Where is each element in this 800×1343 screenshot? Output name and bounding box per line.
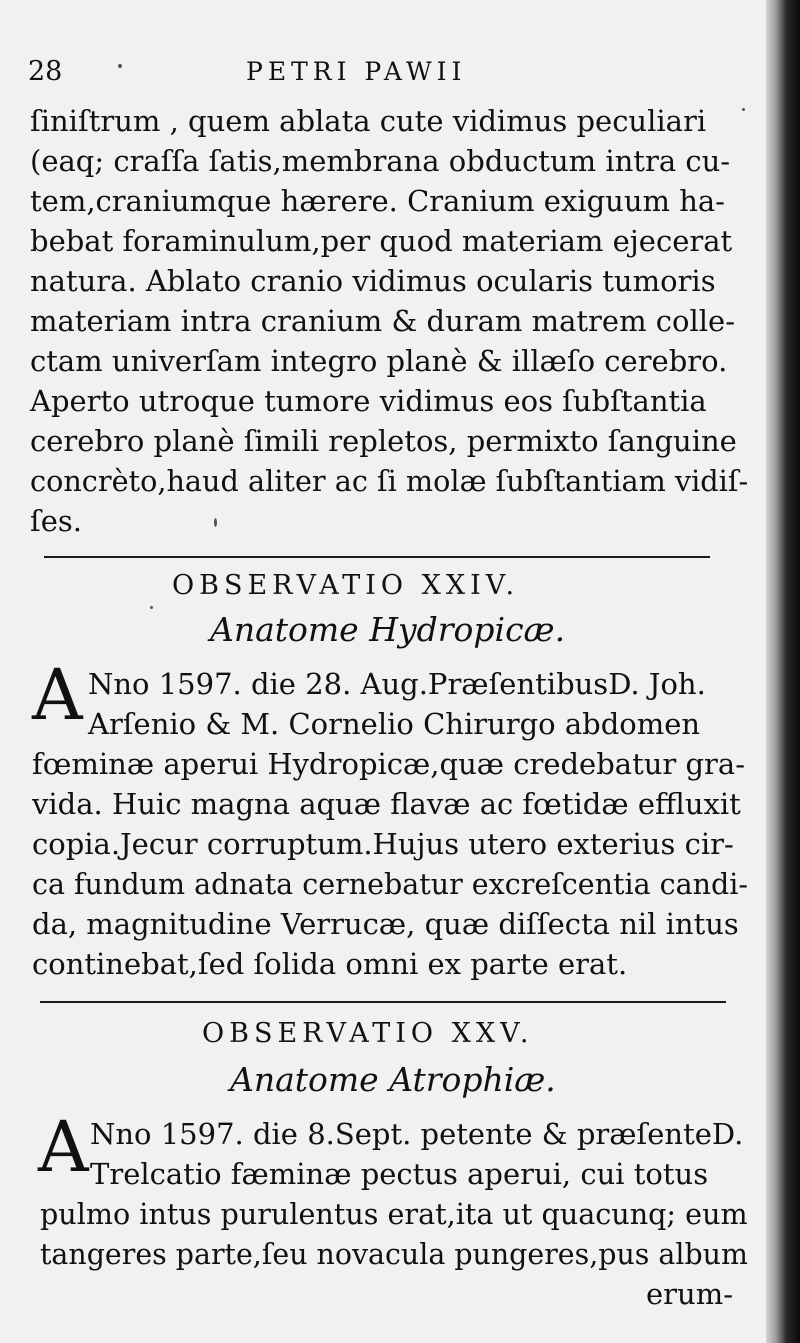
text-line: natura. Ablato cranio vidimus ocularis tumoris [30,264,716,298]
text-line: Nno 1597. die 28. Aug.PræſentibusD. Joh. [88,667,706,701]
page-gutter-shadow [766,0,800,1343]
running-title: PETRI PAWII [246,57,467,86]
running-head [28,52,748,92]
page-number: 28 [28,56,63,87]
ink-speck [214,518,217,527]
text-line: materiam intra cranium & duram matrem colle- [30,304,736,338]
text-line: Aperto utroque tumore vidimus eos ſubſtantia [30,384,707,418]
observation-25-heading: OBSERVATIO XXV. [202,1018,534,1049]
ink-speck [150,606,153,609]
text-line: bebat foraminulum,per quod materiam ejecerat [30,224,733,258]
text-line: vida. Huic magna aquæ flavæ ac fœtidæ effluxit [32,787,741,821]
text-line: continebat,ſed ſolida omni ex parte erat. [32,947,628,981]
catchword: erum- [646,1277,733,1311]
text-line: tem,craniumque hærere. Cranium exiguum ha- [30,184,725,218]
text-line: Arſenio & M. Cornelio Chirurgo abdomen [88,707,701,741]
observation-24-drop-cap: A [32,654,83,736]
section-rule [44,556,710,558]
text-line: ſes. [30,504,82,538]
text-line: copia.Jecur corruptum.Hujus utero exterius cir- [32,827,734,861]
text-line: Trelcatio fæminæ pectus aperui, cui totus [90,1157,709,1191]
text-line: pulmo intus purulentus erat,ita ut quacunq; eum [40,1197,748,1231]
observation-25-drop-cap: A [38,1106,89,1188]
text-line: Nno 1597. die 8.Sept. petente & præſenteD. [90,1117,744,1151]
text-line: (eaq; craſſa ſatis,membrana obductum intra cu- [30,144,731,178]
text-line: fœminæ aperui Hydropicæ,quæ credebatur gra- [32,747,745,781]
text-line: concrèto,haud aliter ac ſi molæ ſubſtantiam vidiſ- [30,464,749,498]
text-line: tangeres parte,ſeu novacula pungeres,pus album [40,1237,748,1271]
section-rule [40,1001,726,1003]
text-line: ca fundum adnata cernebatur excreſcentia candi- [32,867,749,901]
text-line: ctam univerſam integro planè & illæſo cerebro. [30,344,728,378]
observation-25-subheading: Anatome Atrophiæ. [230,1060,556,1099]
observation-24-heading: OBSERVATIO XXIV. [172,570,520,601]
observation-24-subheading: Anatome Hydropicæ. [210,610,566,649]
text-line: ſiniſtrum , quem ablata cute vidimus peculiari [30,104,707,138]
ink-speck [742,108,745,111]
text-line: cerebro planè ſimili repletos, permixto ſanguine [30,424,737,458]
text-line: da, magnitudine Verrucæ, quæ diſſecta nil intus [32,907,739,941]
